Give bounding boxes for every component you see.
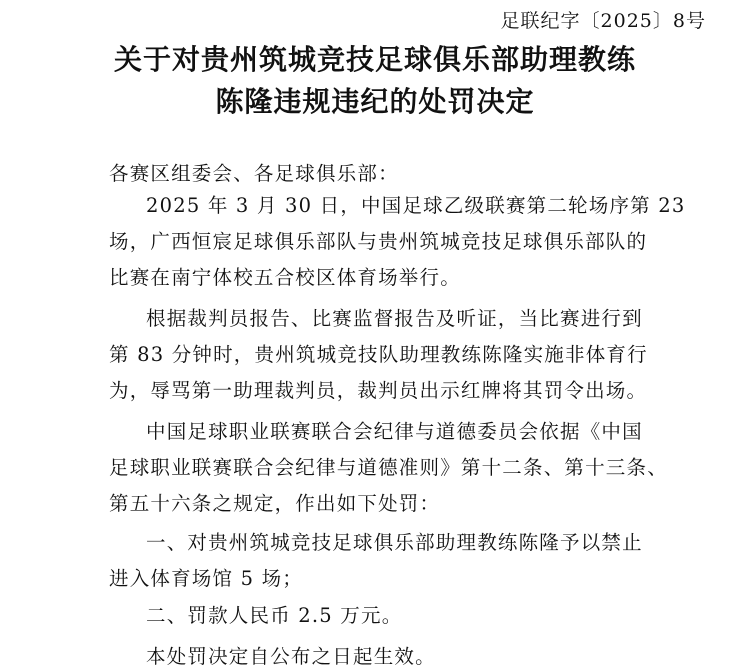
paragraph-3-line-2: 足球职业联赛联合会纪律与道德准则》第十二条、第十三条、: [109, 456, 668, 479]
paragraph-2-line-1: 根据裁判员报告、比赛监督报告及听证，当比赛进行到: [146, 307, 643, 330]
paragraph-4-line-1: 一、对贵州筑城竞技足球俱乐部助理教练陈隆予以禁止: [146, 531, 643, 554]
paragraph-5-line-1: 二、罚款人民币 2.5 万元。: [146, 604, 403, 627]
title-line-2: 陈隆违规违纪的处罚决定: [215, 85, 535, 118]
paragraph-2-line-2: 第 83 分钟时，贵州筑城竞技队助理教练陈隆实施非体育行: [109, 343, 648, 366]
paragraph-3-line-3: 第五十六条之规定，作出如下处罚：: [109, 492, 441, 515]
paragraph-2-line-3: 为，辱骂第一助理裁判员，裁判员出示红牌将其罚令出场。: [109, 379, 648, 402]
title-line-1: 关于对贵州筑城竞技足球俱乐部助理教练: [113, 43, 636, 76]
paragraph-1-line-3: 比赛在南宁体校五合校区体育场举行。: [109, 266, 461, 289]
paragraph-6-line-1: 本处罚决定自公布之日起生效。: [146, 645, 436, 668]
document-number: 足联纪字〔2025〕8号: [500, 10, 706, 32]
paragraph-4-line-2: 进入体育场馆 5 场；: [109, 567, 304, 590]
salutation: 各赛区组委会、各足球俱乐部：: [109, 162, 399, 185]
paragraph-3-line-1: 中国足球职业联赛联合会纪律与道德委员会依据《中国: [146, 420, 643, 443]
paragraph-1-line-1: 2025 年 3 月 30 日，中国足球乙级联赛第二轮场序第 23: [146, 194, 686, 217]
paragraph-1-line-2: 场，广西恒宸足球俱乐部队与贵州筑城竞技足球俱乐部队的: [109, 230, 648, 253]
